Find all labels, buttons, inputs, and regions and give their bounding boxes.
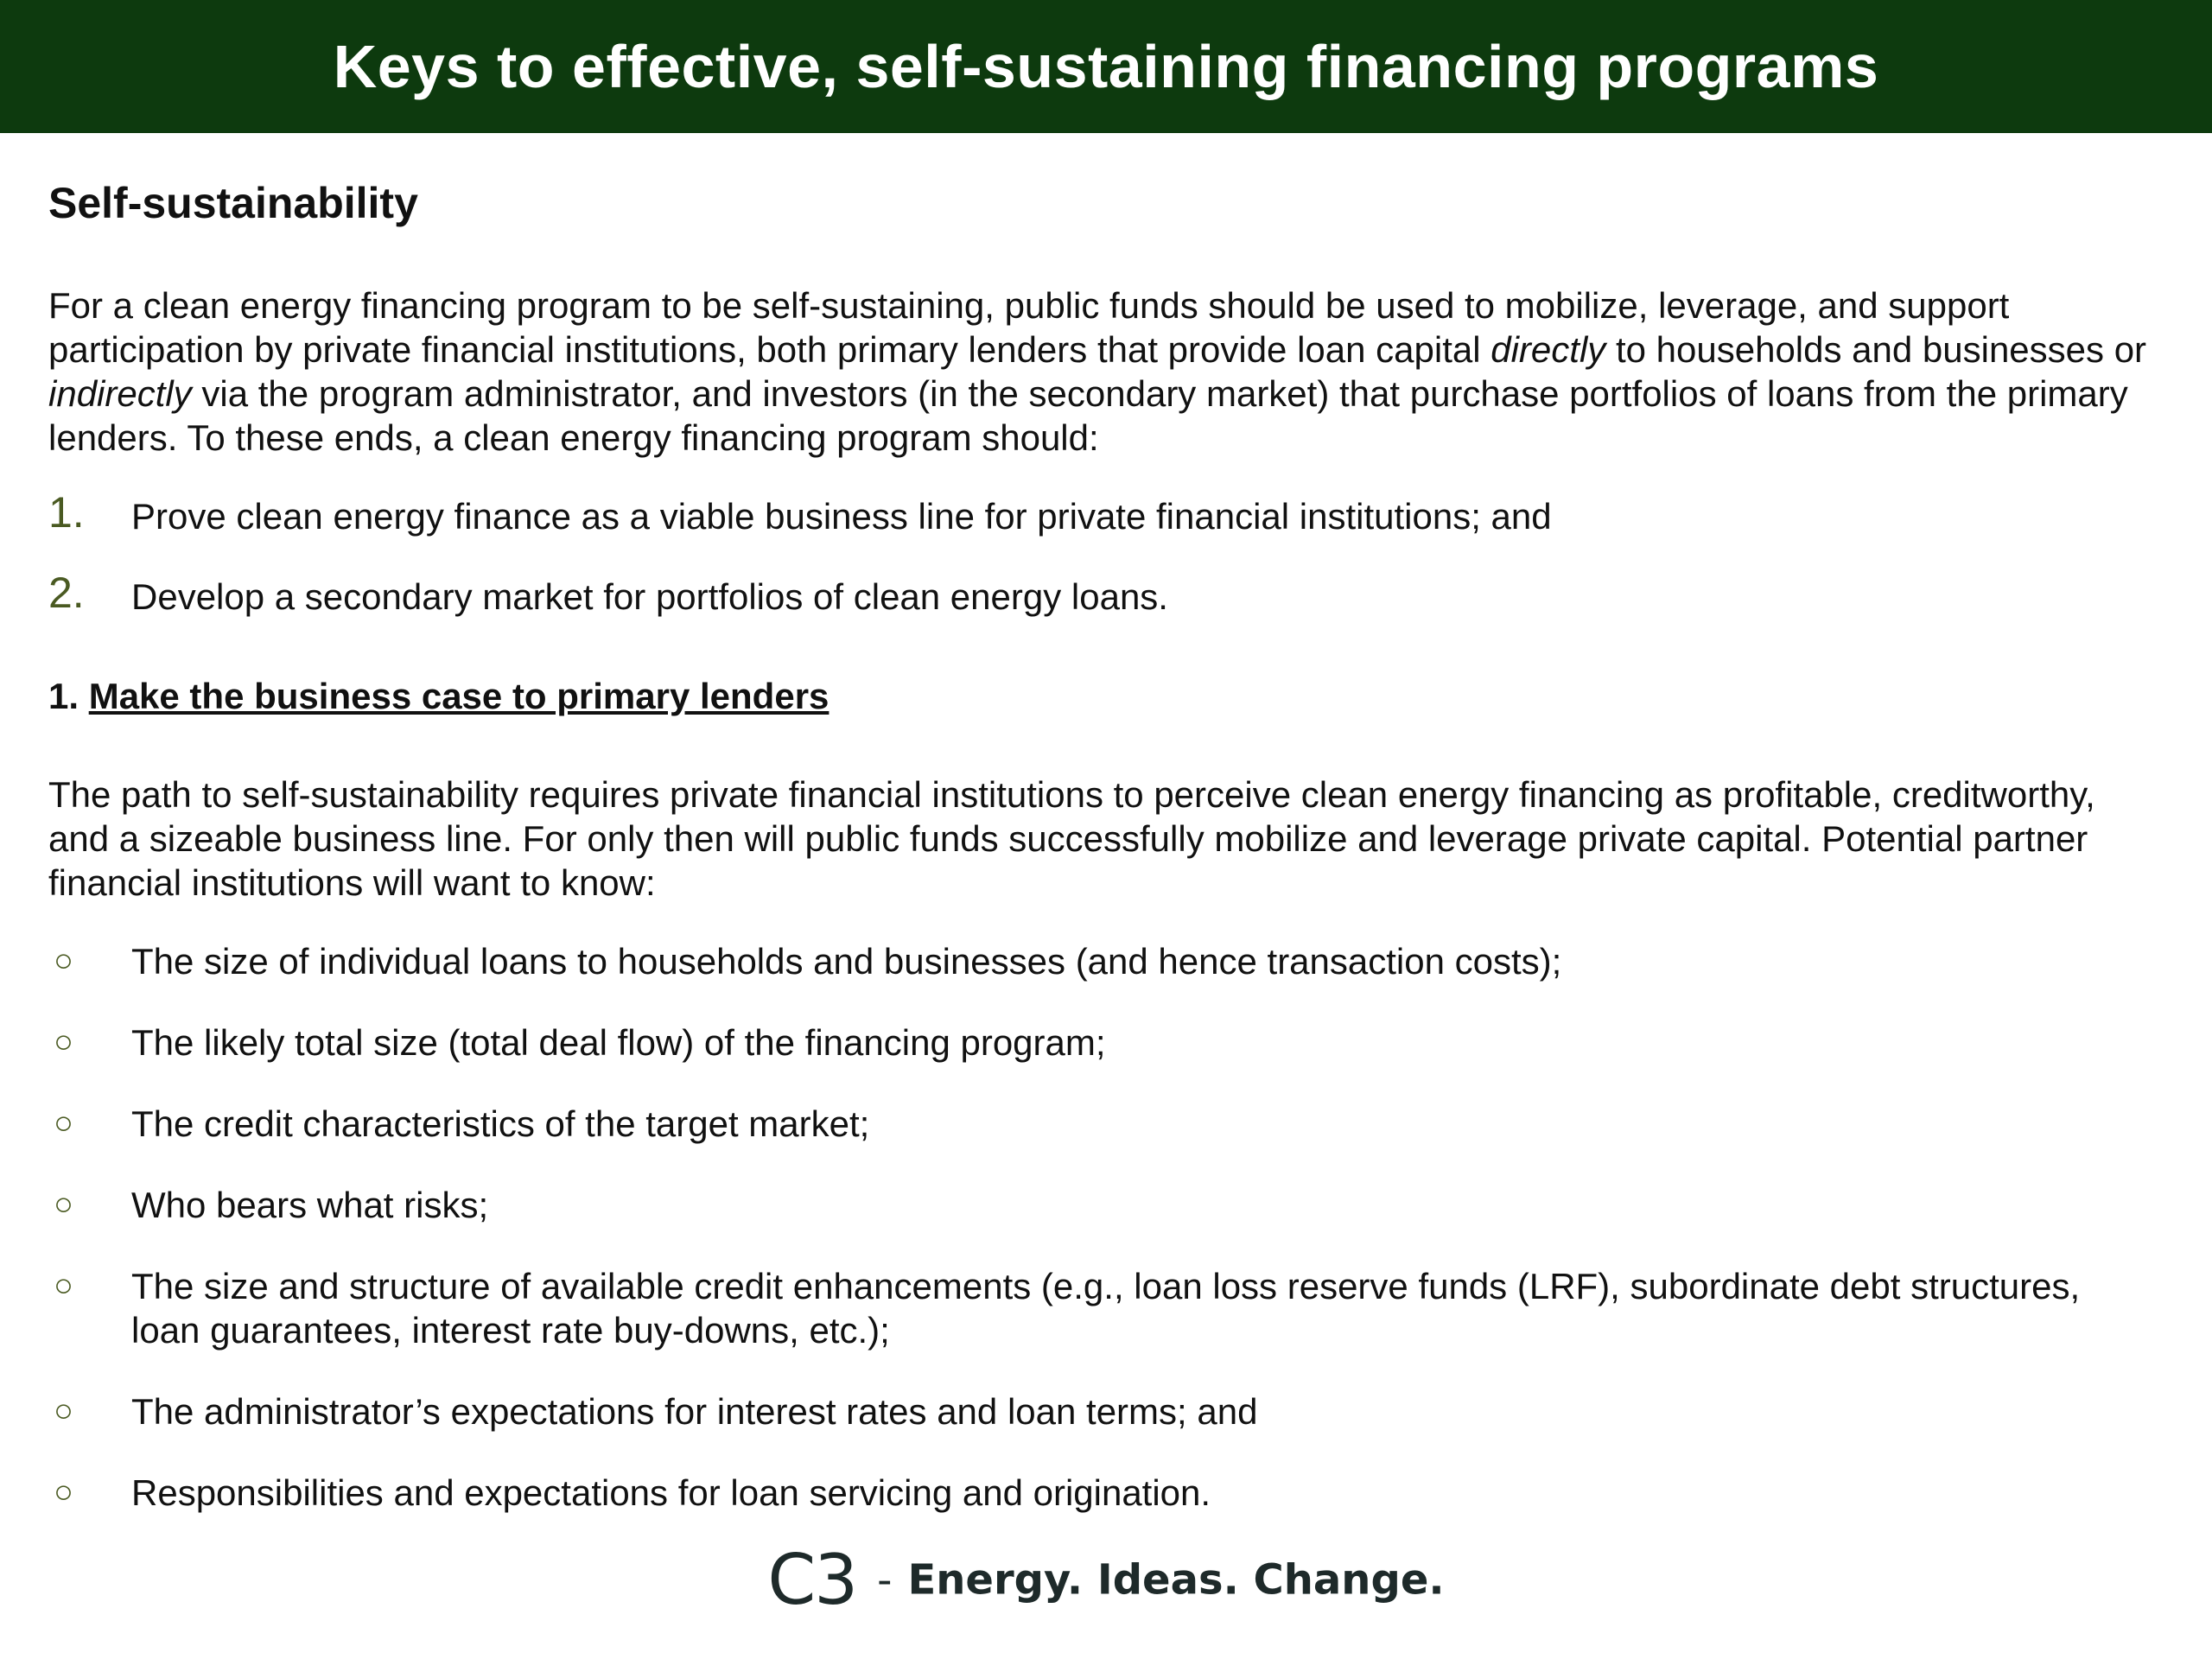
bullet-circle-icon: ○ <box>54 1268 73 1304</box>
bullet-circle-icon: ○ <box>54 1474 73 1510</box>
footer-brand <box>0 1540 2212 1620</box>
bullet-item <box>48 1264 2157 1352</box>
number-marker: 1. <box>48 488 85 537</box>
intro-text-2: to households and businesses or <box>1605 329 2147 370</box>
numbered-item-text: Develop a secondary market for portfolios of clean energy loans. <box>131 576 1168 617</box>
numbered-list <box>48 488 2157 619</box>
intro-emphasis-directly: directly <box>1491 329 1606 370</box>
intro-paragraph <box>48 283 2157 460</box>
bullet-text: The size of individual loans to households and businesses (and hence transaction costs); <box>131 941 1562 982</box>
bullet-circle-icon: ○ <box>54 943 73 979</box>
bullet-text: The administrator’s expectations for interest rates and loan terms; and <box>131 1391 1258 1432</box>
bullet-text: The size and structure of available credit enhancements (e.g., loan loss reserve funds (LRF), subordinate debt structures, loan guarantees, interest rate buy-downs, etc.); <box>131 1266 2081 1351</box>
section-title: Self-sustainability <box>48 179 418 227</box>
bullet-circle-icon: ○ <box>54 1393 73 1429</box>
bullet-text: The likely total size (total deal flow) of the financing program; <box>131 1022 1106 1063</box>
bullet-item <box>48 939 2157 983</box>
subsection-title: Make the business case to primary lenders <box>88 676 830 716</box>
bullet-item <box>48 1183 2157 1227</box>
footer-tagline: Energy. Ideas. Change. <box>907 1555 1445 1605</box>
bullet-item <box>48 1020 2157 1065</box>
bullet-circle-icon: ○ <box>54 1186 73 1223</box>
bullet-circle-icon: ○ <box>54 1024 73 1060</box>
bullet-text: Responsibilities and expectations for loan servicing and origination. <box>131 1472 1211 1513</box>
subsection-paragraph: The path to self-sustainability requires private financial institutions to perceive clean energy financing as profitable, creditworthy, and a sizeable business line. For only then will public funds successfully mobilize and leverage private capital. Potential partner financial institutions will want to know: <box>48 774 2095 903</box>
intro-emphasis-indirectly: indirectly <box>48 373 192 414</box>
numbered-item-text: Prove clean energy finance as a viable business line for private financial institutions; and <box>131 496 1552 537</box>
header-bar <box>0 0 2212 133</box>
subsection-number: 1. <box>48 676 89 716</box>
footer-dash: - <box>877 1555 893 1605</box>
bullet-item <box>48 1471 2157 1515</box>
main-content <box>48 173 2157 1515</box>
intro-text-3: via the program administrator, and investors (in the secondary market) that purchase portfolios of loans from the primary lenders. To these ends, a clean energy financing program should: <box>48 373 2128 458</box>
bullet-text: The credit characteristics of the target market; <box>131 1103 870 1144</box>
intro-text-1: For a clean energy financing program to be self-sustaining, public funds should be used to mobilize, leverage, and support participation by private financial institutions, both primary lenders that provide loan capital <box>48 285 2010 370</box>
bullet-list <box>48 939 2157 1515</box>
bullet-item <box>48 1389 2157 1433</box>
numbered-item <box>48 569 2157 619</box>
bullet-text: Who bears what risks; <box>131 1185 489 1225</box>
numbered-item <box>48 488 2157 538</box>
bullet-circle-icon: ○ <box>54 1105 73 1141</box>
bullet-item <box>48 1102 2157 1146</box>
subsection-heading <box>48 674 2157 719</box>
number-marker: 2. <box>48 569 85 617</box>
c3-logo: C3 <box>767 1540 857 1620</box>
page-title: Keys to effective, self-sustaining financing programs <box>333 33 1879 100</box>
